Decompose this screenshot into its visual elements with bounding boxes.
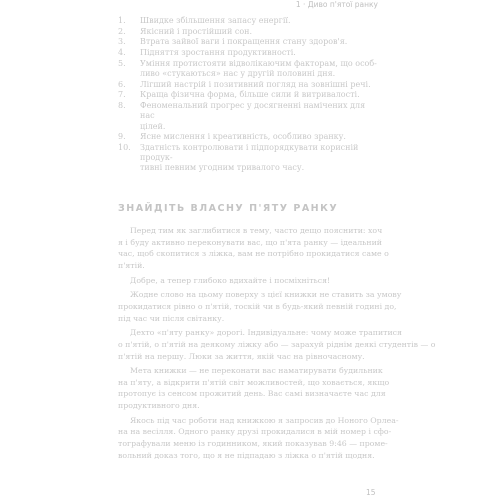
list-item	[118, 90, 380, 100]
list-item-line: цілей.	[140, 121, 166, 131]
paragraph	[118, 415, 399, 461]
list-item-number: 3.	[118, 37, 126, 47]
paragraph-line: на п'яту, а відкрити п'ятій світ можливостей, що ховається, якщо	[118, 377, 390, 387]
paragraph-line: я і буду активно переконувати вас, що п'ята ранку — ідеальний	[118, 237, 382, 247]
paragraph-line: Якось під час роботи над книжкою я запросив до Ноного Орлеа-	[130, 415, 399, 425]
list-item-text	[140, 132, 380, 142]
list-item-number: 2.	[118, 26, 126, 36]
paragraph-line: Мета книжки — не переконати вас наматирувати будильник	[130, 366, 383, 376]
list-item-line: Швидке збільшення запасу енергії.	[140, 16, 291, 25]
paragraph-line: прокидатися рівно о п'ятій, тоскій чи в будь-який певній годині до,	[118, 301, 397, 311]
paragraph-line: Жодне слово на цьому поверху з цієї книжки не ставить за умову	[130, 290, 402, 300]
list-item	[118, 132, 380, 142]
paragraph-line: на на весілля. Одного ранку друзі прокидалися в мій номер і сфо-	[118, 427, 392, 437]
list-item-line: Здатність контролювати і підпорядкувати корисній продук-	[140, 142, 359, 163]
list-item-text	[140, 59, 380, 79]
list-item-number: 5.	[118, 58, 126, 68]
list-item	[118, 37, 380, 47]
list-item-number: 8.	[118, 101, 126, 111]
paragraph-line: продуктивного дня.	[118, 401, 200, 411]
paragraph-line: п'ятій на першу. Люки за життя, якій час на рівночасному.	[118, 351, 365, 361]
paragraph-line: тографували меню із годинником, який показував 9:46 — проме-	[118, 439, 388, 449]
list-item-text	[140, 143, 380, 174]
list-item-line: Втрата зайвої ваги і покращення стану здоров'я.	[140, 37, 348, 47]
list-item-number: 4.	[118, 48, 126, 58]
list-item-line: Феноменальний прогрес у досягненні намічених для нас	[140, 101, 366, 121]
list-item-line: Уміння протистояти відволікаючим факторам, що особ-	[140, 58, 377, 68]
list-item-number: 1.	[118, 16, 126, 25]
paragraph	[118, 225, 389, 271]
paragraph-line: час, щоб скопитися з ліжка, вам не потрібно прокидатися саме о	[118, 249, 389, 259]
list-item-text	[140, 27, 380, 37]
section-heading: ЗНАЙДІТЬ ВЛАСНУ П'ЯТУ РАНКУ	[118, 203, 339, 214]
page-number: 15	[366, 488, 376, 497]
list-item-line: Підняття зростання продуктивності.	[140, 48, 296, 58]
body-text	[118, 225, 436, 464]
list-item	[118, 48, 380, 58]
list-item-number: 9.	[118, 132, 126, 142]
list-item-line: Краща фізична форма, більше сили й витривалості.	[140, 90, 360, 100]
list-item	[118, 16, 380, 26]
list-item-text	[140, 16, 380, 26]
paragraph-line: Добре, а тепер глибоко вдихайте і посміхніться!	[130, 275, 331, 285]
list-item	[118, 59, 380, 79]
list-item-number: 7.	[118, 90, 126, 100]
list-item-number: 6.	[118, 79, 126, 89]
list-item-text	[140, 80, 380, 90]
paragraph-line: протопує із сенсом прожитий день. Вас самі визначаєте час для	[118, 389, 386, 399]
list-item-line: Якісний і простійший сон.	[140, 26, 253, 36]
paragraph	[118, 327, 436, 362]
paragraph	[118, 275, 380, 287]
benefits-list	[118, 16, 380, 174]
paragraph	[118, 289, 402, 324]
list-item-line: Ясне мислення і креативність, особливо зранку.	[140, 132, 346, 142]
list-item-text	[140, 90, 380, 100]
list-item	[118, 143, 380, 174]
list-item-line: Лігший настрій і позитивний погляд на зовнішні речі.	[140, 79, 371, 89]
list-item-number: 10.	[118, 142, 131, 152]
list-item-text	[140, 101, 380, 132]
list-item	[118, 101, 380, 132]
list-item-text	[140, 37, 380, 47]
list-item	[118, 80, 380, 90]
paragraph-line: п'ятій.	[118, 260, 145, 270]
paragraph-line: о п'ятій, о п'ятій на деякому ліжку або — зарахуй ріднім деякі студентів — о	[118, 339, 436, 349]
running-head: 1 · Диво п'ятої ранку	[295, 0, 378, 9]
paragraph	[118, 365, 390, 411]
paragraph-line: під час чи після світанку.	[118, 313, 225, 323]
list-item-line: ливо «стукаються» нас у другій половині дня.	[140, 69, 336, 79]
paragraph-line: вольний доказ того, що я не підпадаю з ліжка о п'ятій щодня.	[118, 450, 375, 460]
list-item	[118, 27, 380, 37]
list-item-line: тивні певним угодним тривалого часу.	[140, 163, 305, 173]
paragraph-line: Дехто «п'яту ранку» дорогі. Індивідуальне: чому може трапитися	[130, 328, 402, 338]
list-item-text	[140, 48, 380, 58]
paragraph-line: Перед тим як заглибитися в тему, часто дещо пояснити: хоч	[130, 226, 383, 235]
